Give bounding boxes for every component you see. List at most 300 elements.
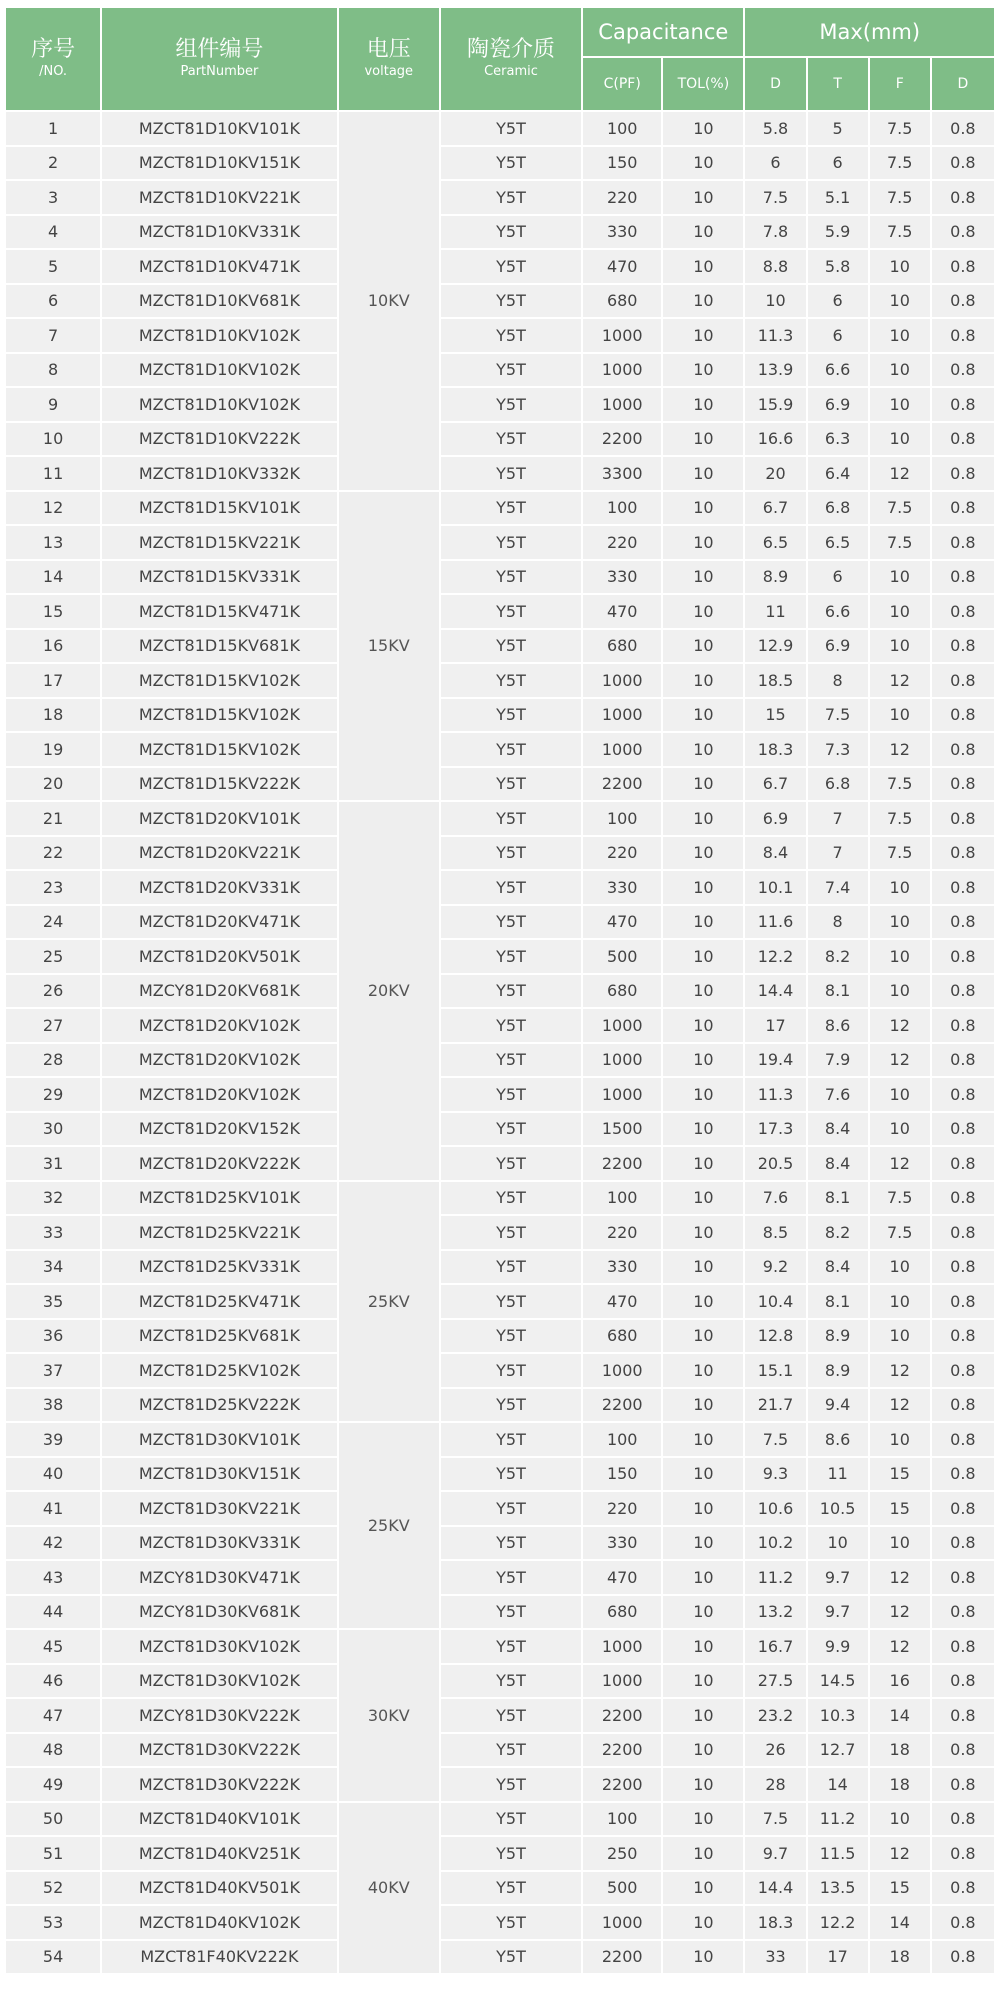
row-no-cell: 39 [6, 1423, 102, 1458]
tolerance-cell: 10 [663, 457, 745, 492]
max-t-cell: 6.6 [808, 595, 870, 630]
max-d-cell: 26 [745, 1734, 807, 1769]
part-number-cell: MZCT81D15KV101K [102, 492, 338, 527]
row-no-cell: 12 [6, 492, 102, 527]
part-number-cell: MZCT81D20KV102K [102, 1044, 338, 1079]
max-t-cell: 11.5 [808, 1837, 870, 1872]
max-d2-cell: 0.8 [932, 1768, 994, 1803]
max-d2-cell: 0.8 [932, 1354, 994, 1389]
table-row [6, 1665, 994, 1700]
max-t-cell: 5.1 [808, 181, 870, 216]
max-t-cell: 6 [808, 285, 870, 320]
ceramic-cell: Y5T [441, 1044, 583, 1079]
max-d-cell: 18.3 [745, 733, 807, 768]
max-t-cell: 7.5 [808, 699, 870, 734]
tolerance-cell: 10 [663, 319, 745, 354]
max-f-cell: 10 [870, 354, 932, 389]
max-f-cell: 15 [870, 1492, 932, 1527]
max-d-cell: 10.2 [745, 1527, 807, 1562]
max-d2-cell: 0.8 [932, 1009, 994, 1044]
ceramic-cell: Y5T [441, 1734, 583, 1769]
ceramic-cell: Y5T [441, 1320, 583, 1355]
tolerance-cell: 10 [663, 630, 745, 665]
max-d2-cell: 0.8 [932, 354, 994, 389]
ceramic-cell: Y5T [441, 1389, 583, 1424]
max-d2-cell: 0.8 [932, 1561, 994, 1596]
ceramic-cell: Y5T [441, 733, 583, 768]
max-d2-cell: 0.8 [932, 768, 994, 803]
max-f-cell: 12 [870, 1561, 932, 1596]
row-no-cell: 52 [6, 1872, 102, 1907]
capacitance-pf-cell: 500 [583, 940, 663, 975]
tolerance-cell: 10 [663, 1285, 745, 1320]
table-row [6, 1458, 994, 1493]
row-no-cell: 9 [6, 388, 102, 423]
max-d-cell: 17.3 [745, 1113, 807, 1148]
table-row [6, 181, 994, 216]
header-tol: TOL(%) [663, 58, 745, 112]
table-row [6, 526, 994, 561]
table-row [6, 1596, 994, 1631]
row-no-cell: 22 [6, 837, 102, 872]
max-d-cell: 6.7 [745, 492, 807, 527]
tolerance-cell: 10 [663, 768, 745, 803]
max-d-cell: 18.3 [745, 1906, 807, 1941]
table-row [6, 595, 994, 630]
max-t-cell: 7.9 [808, 1044, 870, 1079]
table-row [6, 1009, 994, 1044]
max-f-cell: 7.5 [870, 768, 932, 803]
row-no-cell: 50 [6, 1803, 102, 1838]
max-d-cell: 7.5 [745, 181, 807, 216]
tolerance-cell: 10 [663, 112, 745, 147]
part-number-cell: MZCT81D10KV102K [102, 354, 338, 389]
max-t-cell: 8 [808, 906, 870, 941]
row-no-cell: 36 [6, 1320, 102, 1355]
tolerance-cell: 10 [663, 699, 745, 734]
max-t-cell: 8.1 [808, 975, 870, 1010]
max-d-cell: 28 [745, 1768, 807, 1803]
max-f-cell: 12 [870, 1044, 932, 1079]
part-number-cell: MZCT81D25KV101K [102, 1182, 338, 1217]
tolerance-cell: 10 [663, 1251, 745, 1286]
max-f-cell: 18 [870, 1768, 932, 1803]
ceramic-cell: Y5T [441, 837, 583, 872]
max-f-cell: 7.5 [870, 1216, 932, 1251]
part-number-cell: MZCT81D15KV222K [102, 768, 338, 803]
max-t-cell: 6 [808, 147, 870, 182]
tolerance-cell: 10 [663, 216, 745, 251]
max-f-cell: 10 [870, 871, 932, 906]
row-no-cell: 42 [6, 1527, 102, 1562]
table-row [6, 1906, 994, 1941]
header-max: Max(mm) [745, 8, 994, 58]
capacitance-pf-cell: 680 [583, 630, 663, 665]
max-t-cell: 7 [808, 837, 870, 872]
max-d2-cell: 0.8 [932, 1078, 994, 1113]
row-no-cell: 47 [6, 1699, 102, 1734]
max-d2-cell: 0.8 [932, 1182, 994, 1217]
voltage-group-cell: 15KV [339, 492, 441, 803]
header-d2: D [932, 58, 994, 112]
row-no-cell: 37 [6, 1354, 102, 1389]
max-d2-cell: 0.8 [932, 1596, 994, 1631]
max-d-cell: 13.2 [745, 1596, 807, 1631]
max-t-cell: 6.9 [808, 388, 870, 423]
max-d2-cell: 0.8 [932, 526, 994, 561]
tolerance-cell: 10 [663, 1492, 745, 1527]
part-number-cell: MZCY81D20KV681K [102, 975, 338, 1010]
voltage-group-cell: 20KV [339, 802, 441, 1182]
table-row [6, 1216, 994, 1251]
max-d2-cell: 0.8 [932, 1113, 994, 1148]
max-d2-cell: 0.8 [932, 1458, 994, 1493]
part-number-cell: MZCT81D30KV331K [102, 1527, 338, 1562]
max-d2-cell: 0.8 [932, 802, 994, 837]
voltage-group-cell: 40KV [339, 1803, 441, 1976]
header-cpf: C(PF) [583, 58, 663, 112]
max-d2-cell: 0.8 [932, 871, 994, 906]
max-t-cell: 8.1 [808, 1285, 870, 1320]
table-row [6, 285, 994, 320]
max-d-cell: 7.5 [745, 1423, 807, 1458]
tolerance-cell: 10 [663, 423, 745, 458]
max-t-cell: 6.8 [808, 768, 870, 803]
max-d-cell: 9.7 [745, 1837, 807, 1872]
capacitance-pf-cell: 100 [583, 1423, 663, 1458]
tolerance-cell: 10 [663, 1044, 745, 1079]
voltage-group-cell: 10KV [339, 112, 441, 492]
max-t-cell: 12.7 [808, 1734, 870, 1769]
max-f-cell: 10 [870, 1423, 932, 1458]
capacitance-pf-cell: 2200 [583, 423, 663, 458]
part-number-cell: MZCT81D10KV471K [102, 250, 338, 285]
max-f-cell: 7.5 [870, 526, 932, 561]
max-f-cell: 12 [870, 1009, 932, 1044]
ceramic-cell: Y5T [441, 388, 583, 423]
row-no-cell: 30 [6, 1113, 102, 1148]
max-d-cell: 15.9 [745, 388, 807, 423]
max-t-cell: 8 [808, 664, 870, 699]
ceramic-cell: Y5T [441, 423, 583, 458]
header-t: T [808, 58, 870, 112]
max-d2-cell: 0.8 [932, 1044, 994, 1079]
row-no-cell: 40 [6, 1458, 102, 1493]
max-t-cell: 9.9 [808, 1630, 870, 1665]
max-d2-cell: 0.8 [932, 1423, 994, 1458]
max-f-cell: 7.5 [870, 1182, 932, 1217]
tolerance-cell: 10 [663, 1113, 745, 1148]
max-f-cell: 14 [870, 1906, 932, 1941]
table-row [6, 1078, 994, 1113]
max-f-cell: 10 [870, 1251, 932, 1286]
table-row [6, 906, 994, 941]
max-f-cell: 10 [870, 940, 932, 975]
header-no [6, 8, 102, 112]
tolerance-cell: 10 [663, 1423, 745, 1458]
ceramic-cell: Y5T [441, 1768, 583, 1803]
part-number-cell: MZCT81D30KV102K [102, 1630, 338, 1665]
max-f-cell: 18 [870, 1734, 932, 1769]
header-f: F [870, 58, 932, 112]
part-number-cell: MZCY81D30KV681K [102, 1596, 338, 1631]
max-d-cell: 8.9 [745, 561, 807, 596]
max-t-cell: 6.6 [808, 354, 870, 389]
tolerance-cell: 10 [663, 561, 745, 596]
max-d-cell: 11.6 [745, 906, 807, 941]
max-d-cell: 16.7 [745, 1630, 807, 1665]
max-d-cell: 19.4 [745, 1044, 807, 1079]
max-t-cell: 6 [808, 319, 870, 354]
max-d2-cell: 0.8 [932, 1285, 994, 1320]
ceramic-cell: Y5T [441, 1492, 583, 1527]
row-no-cell: 34 [6, 1251, 102, 1286]
tolerance-cell: 10 [663, 1872, 745, 1907]
max-t-cell: 7.3 [808, 733, 870, 768]
table-row [6, 250, 994, 285]
part-number-cell: MZCT81D10KV101K [102, 112, 338, 147]
max-d-cell: 8.5 [745, 1216, 807, 1251]
capacitance-pf-cell: 100 [583, 1182, 663, 1217]
capacitance-pf-cell: 150 [583, 1458, 663, 1493]
capacitance-pf-cell: 330 [583, 1251, 663, 1286]
ceramic-cell: Y5T [441, 1630, 583, 1665]
part-number-cell: MZCT81D15KV102K [102, 699, 338, 734]
max-f-cell: 10 [870, 319, 932, 354]
max-f-cell: 12 [870, 1837, 932, 1872]
capacitance-pf-cell: 220 [583, 181, 663, 216]
max-d2-cell: 0.8 [932, 1216, 994, 1251]
ceramic-cell: Y5T [441, 181, 583, 216]
tolerance-cell: 10 [663, 871, 745, 906]
capacitance-pf-cell: 2200 [583, 1768, 663, 1803]
capacitance-pf-cell: 100 [583, 112, 663, 147]
capacitance-pf-cell: 2200 [583, 1699, 663, 1734]
ceramic-cell: Y5T [441, 1872, 583, 1907]
max-d-cell: 9.3 [745, 1458, 807, 1493]
max-f-cell: 7.5 [870, 181, 932, 216]
capacitance-pf-cell: 1000 [583, 1009, 663, 1044]
capacitance-pf-cell: 470 [583, 906, 663, 941]
capacitance-pf-cell: 470 [583, 1285, 663, 1320]
ceramic-cell: Y5T [441, 871, 583, 906]
max-f-cell: 12 [870, 1147, 932, 1182]
row-no-cell: 31 [6, 1147, 102, 1182]
capacitance-pf-cell: 2200 [583, 1389, 663, 1424]
capacitance-pf-cell: 330 [583, 1527, 663, 1562]
max-f-cell: 10 [870, 1320, 932, 1355]
ceramic-cell: Y5T [441, 1665, 583, 1700]
max-d-cell: 12.9 [745, 630, 807, 665]
max-f-cell: 10 [870, 561, 932, 596]
table-row [6, 1423, 994, 1458]
ceramic-cell: Y5T [441, 664, 583, 699]
max-d-cell: 10.4 [745, 1285, 807, 1320]
row-no-cell: 24 [6, 906, 102, 941]
max-d-cell: 13.9 [745, 354, 807, 389]
part-number-cell: MZCY81D30KV222K [102, 1699, 338, 1734]
part-number-cell: MZCT81D10KV221K [102, 181, 338, 216]
part-number-cell: MZCT81D15KV331K [102, 561, 338, 596]
header-capacitance: Capacitance [583, 8, 745, 58]
max-t-cell: 6.4 [808, 457, 870, 492]
max-f-cell: 7.5 [870, 802, 932, 837]
max-t-cell: 8.6 [808, 1009, 870, 1044]
row-no-cell: 21 [6, 802, 102, 837]
tolerance-cell: 10 [663, 354, 745, 389]
max-d2-cell: 0.8 [932, 1734, 994, 1769]
tolerance-cell: 10 [663, 1906, 745, 1941]
part-number-cell: MZCT81D30KV222K [102, 1734, 338, 1769]
max-t-cell: 8.2 [808, 940, 870, 975]
row-no-cell: 35 [6, 1285, 102, 1320]
row-no-cell: 6 [6, 285, 102, 320]
max-t-cell: 8.2 [808, 1216, 870, 1251]
max-d-cell: 14.4 [745, 975, 807, 1010]
max-d2-cell: 0.8 [932, 699, 994, 734]
header-ceramic [441, 8, 583, 112]
max-d2-cell: 0.8 [932, 285, 994, 320]
row-no-cell: 27 [6, 1009, 102, 1044]
part-number-cell: MZCT81D25KV102K [102, 1354, 338, 1389]
row-no-cell: 8 [6, 354, 102, 389]
capacitance-pf-cell: 220 [583, 837, 663, 872]
max-t-cell: 7.6 [808, 1078, 870, 1113]
header-voltage-en: voltage [364, 64, 414, 79]
max-d-cell: 27.5 [745, 1665, 807, 1700]
max-f-cell: 15 [870, 1458, 932, 1493]
row-no-cell: 54 [6, 1941, 102, 1976]
max-t-cell: 11.2 [808, 1803, 870, 1838]
ceramic-cell: Y5T [441, 526, 583, 561]
max-f-cell: 10 [870, 285, 932, 320]
row-no-cell: 4 [6, 216, 102, 251]
max-f-cell: 10 [870, 1078, 932, 1113]
table-row [6, 388, 994, 423]
ceramic-cell: Y5T [441, 1837, 583, 1872]
max-d2-cell: 0.8 [932, 457, 994, 492]
part-number-cell: MZCT81D10KV332K [102, 457, 338, 492]
table-row [6, 664, 994, 699]
max-f-cell: 12 [870, 664, 932, 699]
table-row [6, 147, 994, 182]
row-no-cell: 19 [6, 733, 102, 768]
row-no-cell: 32 [6, 1182, 102, 1217]
max-d-cell: 16.6 [745, 423, 807, 458]
max-t-cell: 13.5 [808, 1872, 870, 1907]
max-d-cell: 11.2 [745, 1561, 807, 1596]
max-t-cell: 11 [808, 1458, 870, 1493]
tolerance-cell: 10 [663, 1734, 745, 1769]
table-body [6, 112, 994, 1975]
max-d-cell: 6 [745, 147, 807, 182]
ceramic-cell: Y5T [441, 906, 583, 941]
max-d-cell: 7.6 [745, 1182, 807, 1217]
max-t-cell: 7 [808, 802, 870, 837]
max-d2-cell: 0.8 [932, 664, 994, 699]
capacitor-spec-table [6, 8, 994, 1975]
part-number-cell: MZCT81D25KV331K [102, 1251, 338, 1286]
capacitance-pf-cell: 1000 [583, 664, 663, 699]
max-f-cell: 12 [870, 1354, 932, 1389]
max-d-cell: 17 [745, 1009, 807, 1044]
part-number-cell: MZCT81D20KV101K [102, 802, 338, 837]
ceramic-cell: Y5T [441, 1906, 583, 1941]
max-d-cell: 11 [745, 595, 807, 630]
ceramic-cell: Y5T [441, 1941, 583, 1976]
part-number-cell: MZCT81D10KV151K [102, 147, 338, 182]
max-f-cell: 10 [870, 1113, 932, 1148]
max-d2-cell: 0.8 [932, 733, 994, 768]
header-part [102, 8, 338, 112]
header-voltage [339, 8, 441, 112]
max-d2-cell: 0.8 [932, 1389, 994, 1424]
row-no-cell: 16 [6, 630, 102, 665]
capacitance-pf-cell: 2200 [583, 1147, 663, 1182]
table-row [6, 423, 994, 458]
part-number-cell: MZCT81F40KV222K [102, 1941, 338, 1976]
part-number-cell: MZCT81D20KV222K [102, 1147, 338, 1182]
max-t-cell: 5 [808, 112, 870, 147]
max-f-cell: 10 [870, 906, 932, 941]
max-d2-cell: 0.8 [932, 319, 994, 354]
max-f-cell: 12 [870, 1596, 932, 1631]
capacitance-pf-cell: 2200 [583, 1734, 663, 1769]
ceramic-cell: Y5T [441, 250, 583, 285]
capacitance-pf-cell: 1000 [583, 733, 663, 768]
capacitance-pf-cell: 1000 [583, 319, 663, 354]
capacitance-pf-cell: 1000 [583, 1078, 663, 1113]
capacitance-pf-cell: 2200 [583, 768, 663, 803]
max-f-cell: 10 [870, 630, 932, 665]
capacitance-pf-cell: 1000 [583, 1354, 663, 1389]
max-d-cell: 6.5 [745, 526, 807, 561]
capacitance-pf-cell: 1000 [583, 1630, 663, 1665]
part-number-cell: MZCY81D30KV471K [102, 1561, 338, 1596]
max-t-cell: 8.9 [808, 1320, 870, 1355]
tolerance-cell: 10 [663, 1389, 745, 1424]
capacitance-pf-cell: 100 [583, 802, 663, 837]
capacitance-pf-cell: 220 [583, 526, 663, 561]
max-d2-cell: 0.8 [932, 147, 994, 182]
table-row [6, 1285, 994, 1320]
ceramic-cell: Y5T [441, 1182, 583, 1217]
tolerance-cell: 10 [663, 250, 745, 285]
capacitance-pf-cell: 1000 [583, 1044, 663, 1079]
tolerance-cell: 10 [663, 1699, 745, 1734]
max-t-cell: 6.9 [808, 630, 870, 665]
max-f-cell: 12 [870, 1630, 932, 1665]
row-no-cell: 43 [6, 1561, 102, 1596]
table-row [6, 1837, 994, 1872]
tolerance-cell: 10 [663, 1837, 745, 1872]
max-d2-cell: 0.8 [932, 940, 994, 975]
max-f-cell: 10 [870, 1285, 932, 1320]
voltage-group-cell: 25KV [339, 1423, 441, 1630]
header-d: D [745, 58, 807, 112]
table-row [6, 1251, 994, 1286]
max-t-cell: 8.4 [808, 1147, 870, 1182]
tolerance-cell: 10 [663, 1078, 745, 1113]
tolerance-cell: 10 [663, 1458, 745, 1493]
part-number-cell: MZCT81D30KV221K [102, 1492, 338, 1527]
table-row [6, 1872, 994, 1907]
max-d-cell: 9.2 [745, 1251, 807, 1286]
table-row [6, 837, 994, 872]
table-row [6, 699, 994, 734]
part-number-cell: MZCT81D10KV331K [102, 216, 338, 251]
max-d2-cell: 0.8 [932, 1665, 994, 1700]
